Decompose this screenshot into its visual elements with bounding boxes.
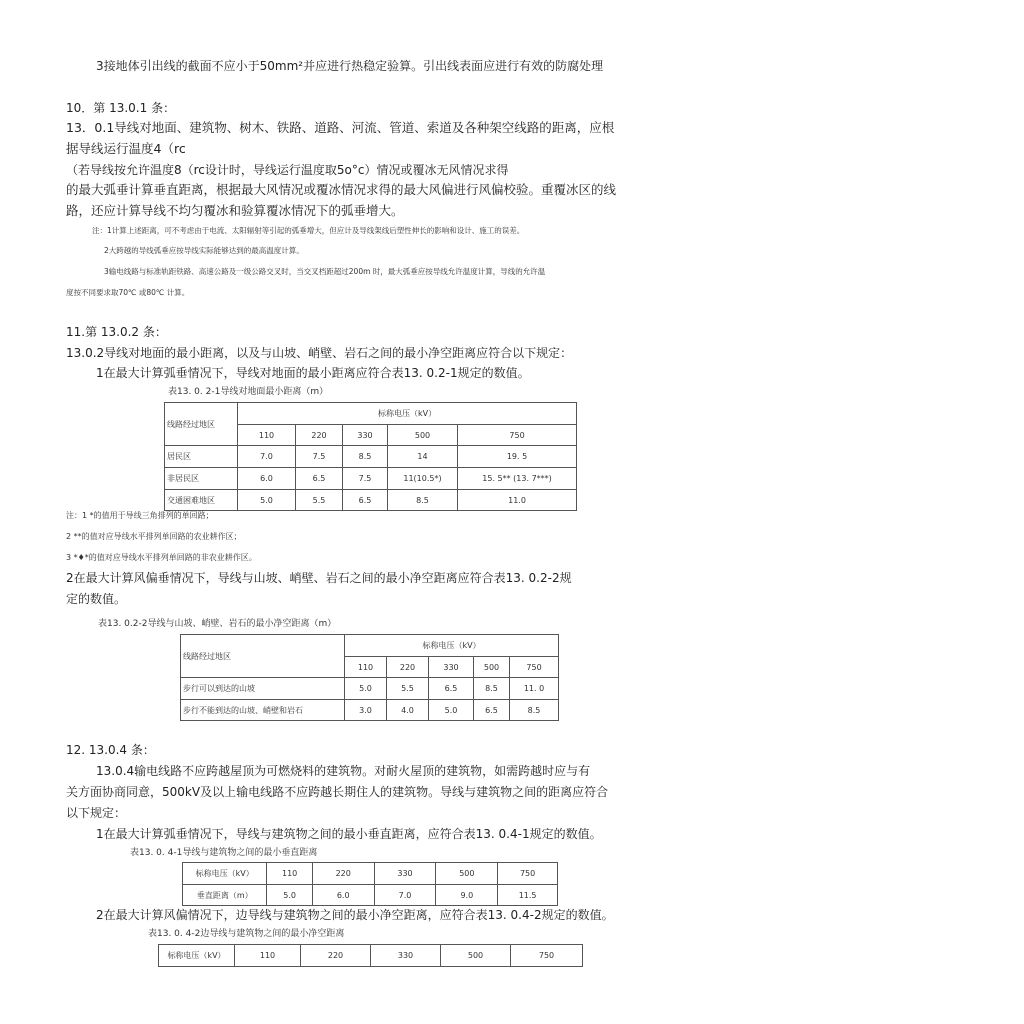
section-10-line-4: 的最大弧垂计算垂直距离，根据最大风情况或覆冰情况求得的最大风偏进行风偏校验。重覆冰区的线	[66, 182, 617, 197]
section-11-para-1: 1在最大计算弧垂情况下，导线对地面的最小距离应符合表13. 0.2-1规定的数值。	[96, 366, 530, 380]
section-10-note-2: 2大跨越的导线弧垂应按导线实际能够达到的最高温度计算。	[104, 246, 304, 255]
table-cell: 7.0	[374, 885, 436, 906]
table-cell: 11.5	[498, 885, 558, 906]
table-cell: 8.5	[510, 700, 559, 721]
table-row	[165, 446, 577, 468]
table-1-voltage: 500	[388, 425, 458, 446]
table-cell: 7.0	[238, 446, 296, 468]
table-cell: 8.5	[388, 490, 458, 511]
section-10-note-1: 注：1计算上述距离，可不考虑由于电流、太阳辐射等引起的弧垂增大，但应计及导线架线后塑性伸长的影响和设计、施工的误差。	[92, 226, 525, 235]
table-cell: 6.5	[296, 468, 343, 490]
table-4-rowhead: 标称电压（kV）	[159, 945, 235, 967]
section-12-para-2: 2在最大计算风偏情况下，边导线与建筑物之间的最小净空距离，应符合表13. 0.4-2规定的数值。	[96, 908, 614, 922]
table-1-voltage: 220	[296, 425, 343, 446]
table-3-voltage: 330	[374, 863, 436, 885]
table-cell: 8.5	[343, 446, 388, 468]
table-cell: 5.0	[238, 490, 296, 511]
table-1-colhead: 标称电压（kV）	[238, 403, 577, 425]
table-cell: 11.0	[458, 490, 577, 511]
table-2-voltage: 750	[510, 657, 559, 678]
table-3-voltage: 220	[312, 863, 374, 885]
table-building-vertical	[182, 862, 558, 906]
table-2-voltage: 110	[345, 657, 387, 678]
section-12-line-1: 13.0.4输电线路不应跨越屋顶为可燃烧料的建筑物。对耐火屋顶的建筑物，如需跨越时应与有	[96, 764, 591, 778]
section-10-heading: 10．第 13.0.1 条：	[66, 101, 176, 115]
section-12-line-2: 关方面协商同意，500kV及以上输电线路不应跨越长期住人的建筑物。导线与建筑物之间的距离应符合	[66, 785, 609, 799]
table-cell: 7.5	[296, 446, 343, 468]
section-12-line-3: 以下规定：	[66, 806, 127, 820]
table-building-clearance	[158, 944, 583, 967]
section-10-line-5: 路，还应计算导线不均匀覆冰和验算覆冰情况下的弧垂增大。	[66, 203, 404, 218]
table-2-voltage: 220	[387, 657, 429, 678]
table-cell: 5.5	[296, 490, 343, 511]
table-cell: 6.5	[429, 678, 474, 700]
table-1-row-label: 非居民区	[165, 468, 238, 490]
section-11-heading: 11.第 13.0.2 条：	[66, 325, 167, 339]
table-1-rowhead: 线路经过地区	[165, 403, 238, 446]
table-1-note-3: 3 *♦*的值对应导线水平排列单回路的非农业耕作区。	[66, 553, 257, 562]
table-2-rowhead: 线路经过地区	[181, 635, 345, 678]
table-cell: 8.5	[474, 678, 510, 700]
table-cell: 5.5	[387, 678, 429, 700]
table-1-note-2: 2 **的值对应导线水平排列单回路的农业耕作区；	[66, 532, 242, 541]
table-cell: 4.0	[387, 700, 429, 721]
section-10-note-3: 3输电线路与标准轨距铁路、高速公路及一级公路交叉时，当交叉档距超过200m 时，最大弧垂应按导线允许温度计算，导线的允许温	[104, 267, 546, 276]
table-3-caption: 表13. 0. 4-1导线与建筑物之间的最小垂直距离	[130, 848, 318, 858]
section-11-para-2a: 2在最大计算风偏垂情况下，导线与山坡、峭壁、岩石之间的最小净空距离应符合表13. 0.2-2规	[66, 571, 572, 585]
table-2-voltage: 500	[474, 657, 510, 678]
table-1-row-label: 交通困难地区	[165, 490, 238, 511]
table-4-voltage: 110	[235, 945, 301, 967]
table-cell: 6.0	[312, 885, 374, 906]
section-10-line-2: 据导线运行温度4（rc	[66, 141, 186, 156]
section-11-line-1: 13.0.2导线对地面的最小距离，以及与山坡、峭壁、岩石之间的最小净空距离应符合以下规定：	[66, 346, 573, 360]
table-cell: 5.0	[345, 678, 387, 700]
table-1-caption: 表13. 0. 2-1导线对地面最小距离（m）	[168, 387, 329, 397]
table-cell: 11. 0	[510, 678, 559, 700]
table-row	[165, 490, 577, 511]
section-11-para-2b: 定的数值。	[66, 592, 127, 606]
table-4-voltage: 220	[301, 945, 371, 967]
paragraph-grounding: 3接地体引出线的截面不应小于50mm²并应进行热稳定验算。引出线表面应进行有效的防腐处理	[96, 59, 604, 73]
table-1-note-1: 注：1 *的值用于导线三角排列的单回路；	[66, 511, 214, 520]
table-cell: 6.0	[238, 468, 296, 490]
table-cell: 14	[388, 446, 458, 468]
section-12-heading: 12. 13.0.4 条：	[66, 743, 155, 757]
table-4-voltage: 500	[441, 945, 511, 967]
table-1-voltage: 750	[458, 425, 577, 446]
table-cell: 9.0	[436, 885, 498, 906]
table-cell: 7.5	[343, 468, 388, 490]
section-10-note-4: 度按不同要求取70℃ 或80℃ 计算。	[66, 288, 190, 297]
table-row	[181, 678, 559, 700]
table-2-colhead: 标称电压（kV）	[345, 635, 559, 657]
table-cell: 5.0	[429, 700, 474, 721]
table-cell: 6.5	[343, 490, 388, 511]
table-cell: 6.5	[474, 700, 510, 721]
table-slope-clearance	[180, 634, 559, 721]
table-cell: 3.0	[345, 700, 387, 721]
table-1-voltage: 110	[238, 425, 296, 446]
table-cell: 11(10.5*)	[388, 468, 458, 490]
section-10-line-3: （若导线按允许温度8（rc设计时，导线运行温度取5o°c）情况或覆冰无风情况求得	[66, 163, 509, 177]
table-cell: 15. 5** (13. 7***)	[458, 468, 577, 490]
section-10-line-1: 13．0.1导线对地面、建筑物、树木、铁路、道路、河流、管道、索道及各种架空线路的距离，应根	[66, 120, 615, 135]
table-3-rowhead-voltage: 标称电压（kV）	[183, 863, 267, 885]
table-cell: 5.0	[267, 885, 312, 906]
table-ground-clearance	[164, 402, 577, 511]
table-2-row-label: 步行可以到达的山坡	[181, 678, 345, 700]
table-2-row-label: 步行不能到达的山坡、峭壁和岩石	[181, 700, 345, 721]
table-1-row-label: 居民区	[165, 446, 238, 468]
table-1-voltage: 330	[343, 425, 388, 446]
table-row	[183, 885, 558, 906]
section-12-para-1: 1在最大计算弧垂情况下，导线与建筑物之间的最小垂直距离，应符合表13. 0.4-1规定的数值。	[96, 827, 602, 841]
table-row	[181, 700, 559, 721]
table-3-rowhead-distance: 垂直距离（m）	[183, 885, 267, 906]
table-cell: 19. 5	[458, 446, 577, 468]
table-row	[165, 468, 577, 490]
table-2-caption: 表13. 0.2-2导线与山坡、峭壁、岩石的最小净空距离（m）	[98, 619, 337, 629]
table-3-voltage: 110	[267, 863, 312, 885]
table-4-voltage: 750	[511, 945, 583, 967]
table-4-caption: 表13. 0. 4-2边导线与建筑物之间的最小净空距离	[148, 929, 345, 939]
table-2-voltage: 330	[429, 657, 474, 678]
table-3-voltage: 500	[436, 863, 498, 885]
table-4-voltage: 330	[371, 945, 441, 967]
table-3-voltage: 750	[498, 863, 558, 885]
